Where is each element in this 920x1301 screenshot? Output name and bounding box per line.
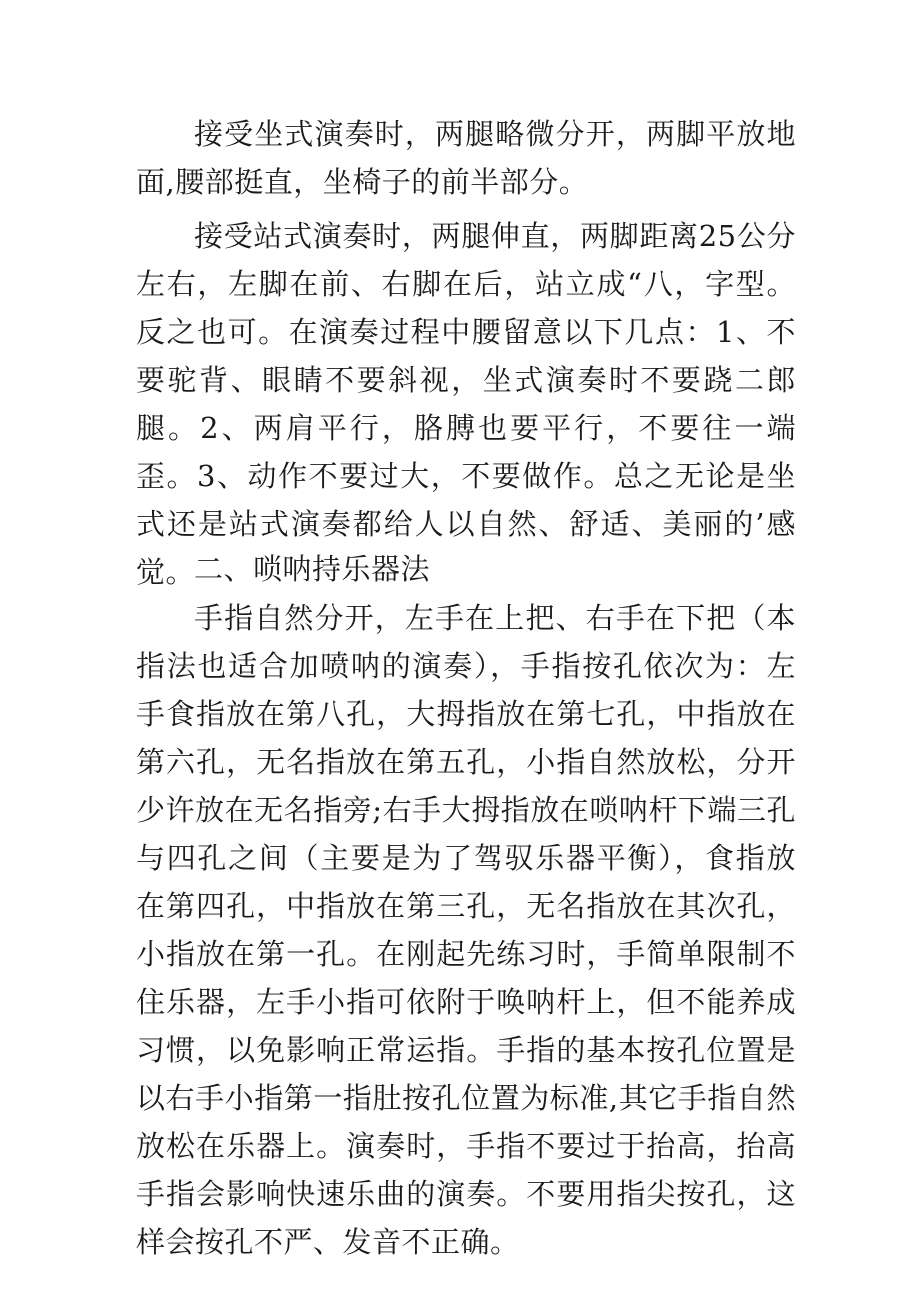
- paragraph-standing-posture: 接受站式演奏时，两腿伸直，两脚距离25公分左右，左脚在前、右脚在后，站立成“八，字型。反之也可。在演奏过程中腰留意以下几点：1、不要驼背、眼睛不要斜视，坐式演奏时不要跷二郎腿。2、两肩平行，胳膊也要平行，不要往一端歪。3、动作不要过大，不要做作。总之无论是坐式还是站式演奏都给人以自然、舒适、美丽的’感觉。: [136, 219, 796, 589]
- paragraph-finger-placement: 手指自然分开，左手在上把、右手在下把（本指法也适合加喷呐的演奏），手指按孔依次为：左手食指放在第八孔，大拇指放在第七孔，中指放在第六孔，无名指放在第五孔，小指自然放松，分开少许放在无名指旁;右手大拇指放在唢呐杆下端三孔与四孔之间（主要是为了驾驭乐器平衡），食指放在第四孔，中指放在第三孔，无名指放在其次孔，小指放在第一孔。在刚起先练习时，手简单限制不住乐器，左手小指可依附于唤呐杆上，但不能养成习惯，以免影响正常运指。手指的基本按孔位置是以右手小指第一指肚按孔位置为标准,其它手指自然放松在乐器上。演奏时，手指不要过于抬高，抬高手指会影响快速乐曲的演奏。不要用指尖按孔，这样会按孔不严、发音不正确。: [136, 601, 796, 1259]
- paragraph-sitting-posture: 接受坐式演奏时，两腿略微分开，两脚平放地面,腰部挺直，坐椅子的前半部分。: [136, 117, 796, 199]
- section-heading-holding-method: 二、唢呐持乐器法: [194, 552, 431, 586]
